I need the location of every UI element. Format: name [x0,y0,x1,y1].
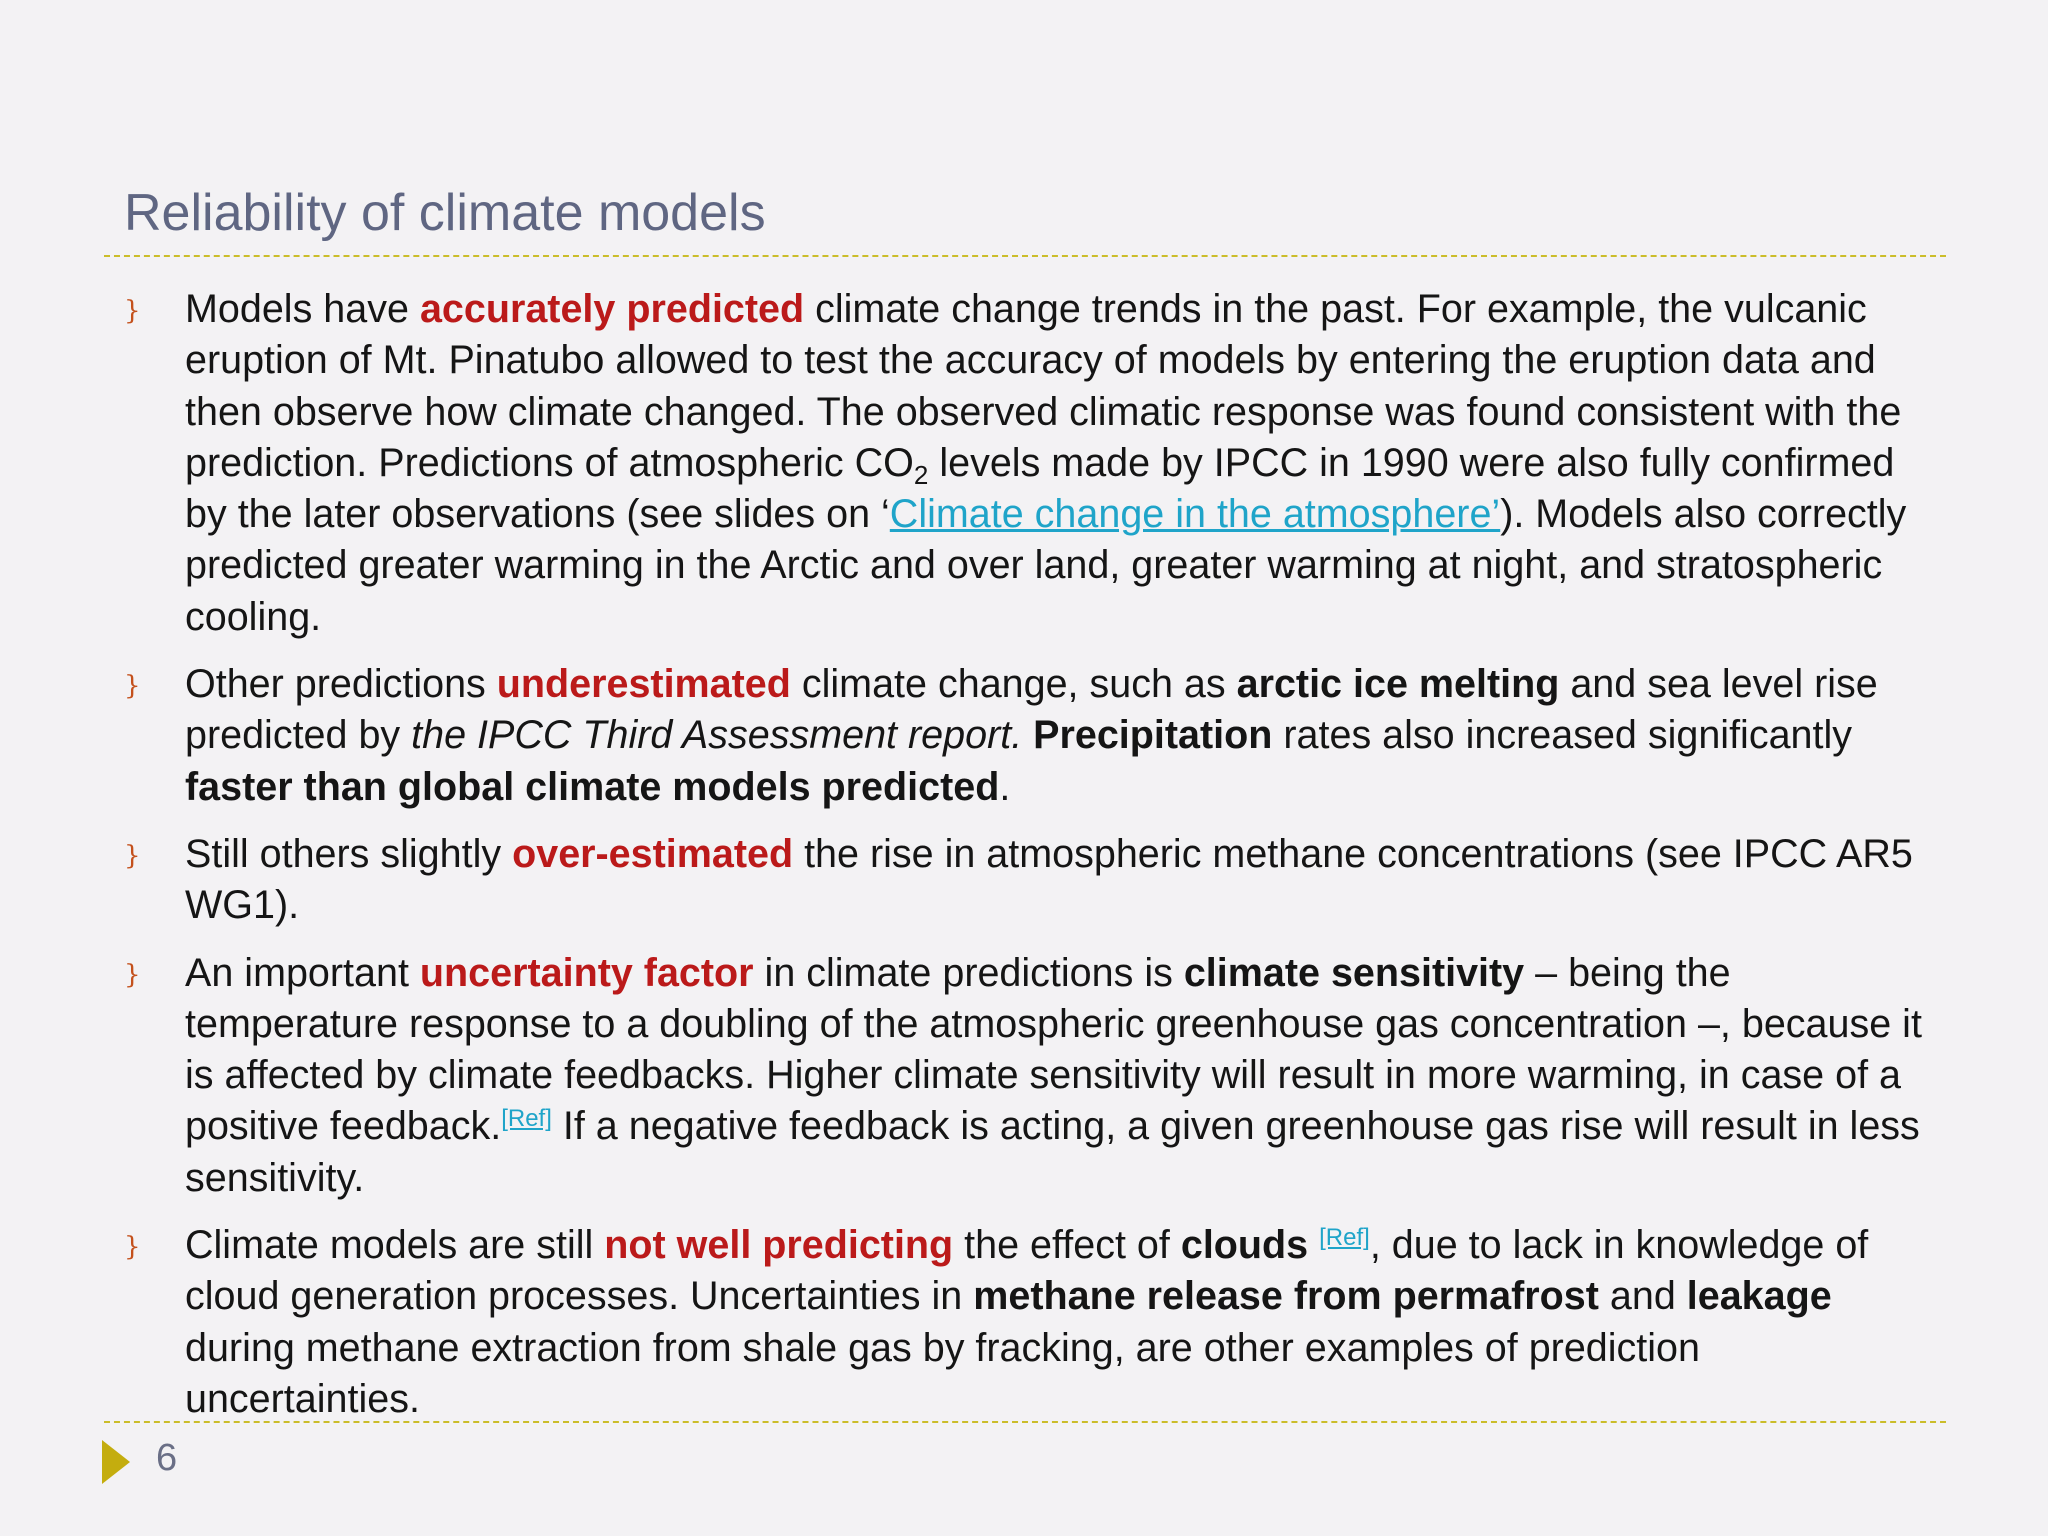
page-number: 6 [156,1437,178,1479]
bullet-text: If a negative feedback is acting, a given greenhouse gas rise will result in less sensitivity. [185,1104,1920,1200]
climate-atmosphere-link[interactable]: Climate change in the atmosphere’ [889,492,1501,537]
bold-text: arctic ice melting [1236,662,1560,707]
bullet-text [1308,1223,1319,1267]
bullet-text: and sea level rise predicted by [185,662,1878,758]
bold-text: faster than global climate models predicted [185,764,1000,809]
highlight-text: not well predicting [604,1223,954,1268]
bullet-text: in climate predictions is [753,950,1184,995]
bullet-accurate-predictions [124,284,1944,643]
footer-divider [104,1421,1946,1423]
bullet-text: – being the temperature response to a doubling of the atmospheric greenhouse gas concentration –, because it is affected by climate feedbacks. Higher climate sensitivity will result in more warming, in case of a positive feedback. [185,950,1922,1149]
title-divider [104,255,1946,257]
bullet-text: and [1598,1274,1687,1319]
bullet-overestimated [124,829,1944,932]
bullet-text: the rise in atmospheric methane concentrations (see IPCC AR5 WG1). [185,831,1913,928]
highlight-text: over-estimated [512,831,794,876]
ref-link[interactable]: [Ref] [1319,1224,1370,1252]
highlight-text: uncertainty factor [419,950,754,995]
bullet-text: Climate models are still [185,1223,605,1268]
bold-text: clouds [1180,1223,1309,1268]
play-arrow-icon [102,1440,130,1484]
slide-content [124,284,1944,1441]
bold-text: Precipitation [1033,713,1273,758]
bold-text: leakage [1686,1274,1832,1319]
bullet-underestimated [124,659,1944,813]
bullet-text: the effect of [953,1223,1181,1268]
italic-text: the IPCC Third Assessment report. [411,713,1023,758]
bullet-text: . [999,764,1011,809]
ref-link[interactable]: [Ref] [501,1105,552,1133]
bullet-text: rates also increased significantly [1272,713,1853,758]
bullet-marker-icon: } [124,296,141,326]
bullet-marker-icon: } [124,959,141,990]
slide-title: Reliability of climate models [124,184,766,242]
bullet-text: levels made by IPCC in 1990 were also fully confirmed by the later observations (see slides on ‘ [185,440,1895,537]
bullet-text: Still others slightly [185,831,513,876]
bullet-text: Other predictions [185,662,497,707]
bullet-uncertainty-factor [124,948,1944,1204]
bullet-text: ). Models also correctly predicted greater warming in the Arctic and over land, greater warming at night, and stratospheric cooling. [185,492,1907,639]
bullet-marker-icon: } [124,840,141,871]
bold-text: methane release from permafrost [973,1274,1599,1319]
bullet-text: during methane extraction from shale gas by fracking, are other examples of prediction uncertainties. [185,1325,1700,1421]
highlight-text: accurately predicted [419,287,805,331]
bullet-text: climate change, such as [790,662,1237,707]
bullet-marker-icon: } [124,671,141,702]
bullet-text: climate change trends in the past. For example, the vulcanic eruption of Mt. Pinatubo allowed to test the accuracy of models by entering the eruption data and then observe how climate changed. The observed climatic response was found consistent with the prediction. Predictions of atmospheric CO [185,287,1902,485]
bullet-text [1022,713,1033,757]
bullet-marker-icon: } [124,1232,141,1263]
bullet-text: An important [185,950,420,995]
subscript: 2 [913,459,929,490]
bullet-not-well-predicting [124,1220,1944,1425]
bold-text: climate sensitivity [1183,950,1525,995]
bullet-text: Models have [185,287,420,331]
highlight-text: underestimated [496,662,791,707]
bullet-text: , due to lack in knowledge of cloud generation processes. Uncertainties in [185,1223,1869,1319]
